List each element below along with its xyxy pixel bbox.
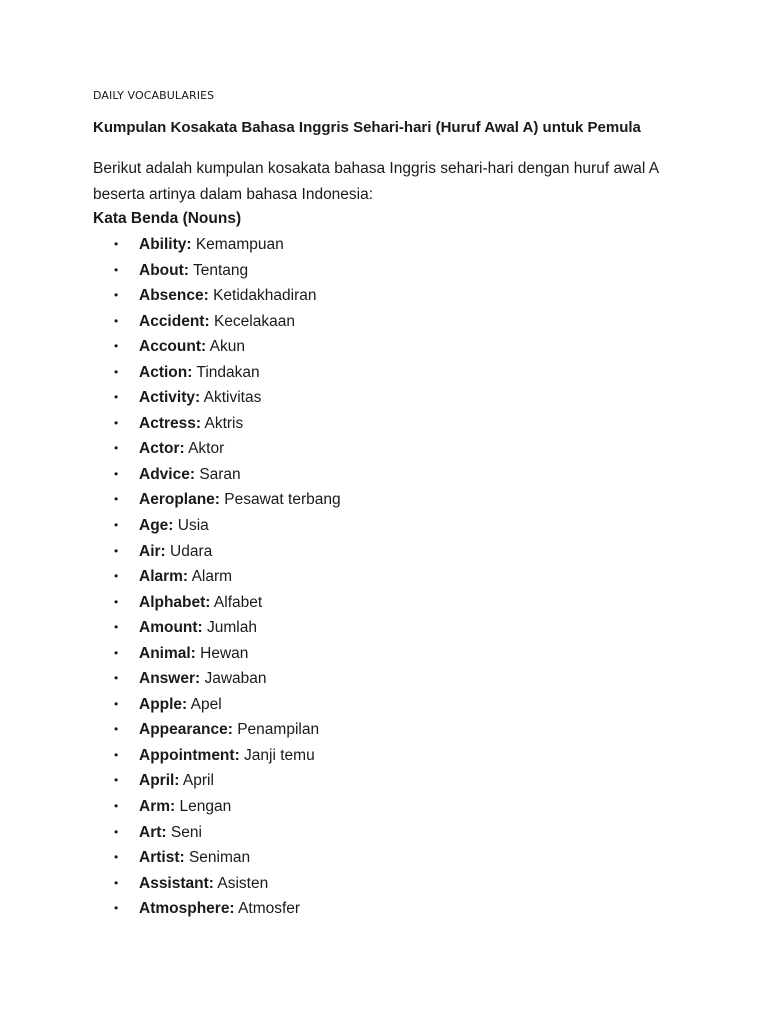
vocab-meaning: Asisten <box>217 874 269 892</box>
vocab-term: About: <box>139 261 189 279</box>
vocab-term: Artist: <box>139 849 185 867</box>
vocab-meaning: Tentang <box>192 261 249 279</box>
vocab-term: Activity: <box>139 389 201 407</box>
vocab-meaning: Usia <box>177 517 209 535</box>
vocab-meaning: Seni <box>170 823 202 841</box>
list-item <box>93 590 341 616</box>
intro-paragraph: Berikut adalah kumpulan kosakata bahasa Inggris sehari-hari dengan huruf awal A beserta artinya dalam bahasa Indonesia: <box>93 160 659 203</box>
vocab-term: Action: <box>139 363 193 381</box>
vocab-term: Actor: <box>139 440 185 458</box>
vocab-meaning: Penampilan <box>237 721 320 739</box>
vocab-term: Apple: <box>139 695 188 713</box>
list-item <box>93 692 341 718</box>
document-title: Kumpulan Kosakata Bahasa Inggris Sehari-hari (Huruf Awal A) untuk Pemula <box>93 119 641 136</box>
vocabulary-list <box>93 232 341 922</box>
vocab-meaning: Jawaban <box>204 670 267 688</box>
vocab-meaning: Kecelakaan <box>213 312 295 330</box>
list-item <box>93 258 341 284</box>
bullet-icon: • <box>114 364 119 379</box>
list-item <box>93 743 341 769</box>
bullet-icon: • <box>114 645 119 660</box>
bullet-icon: • <box>114 262 119 277</box>
bullet-icon: • <box>114 466 119 481</box>
vocab-meaning: Kemampuan <box>195 236 284 253</box>
vocab-term: Art: <box>139 823 167 841</box>
vocab-term: Absence: <box>139 287 209 305</box>
list-item <box>93 436 341 462</box>
bullet-icon: • <box>114 288 119 303</box>
list-item <box>93 820 341 846</box>
list-item <box>93 717 341 743</box>
vocab-meaning: Hewan <box>200 644 249 662</box>
bullet-icon: • <box>114 415 119 430</box>
bullet-icon: • <box>114 518 119 533</box>
vocab-term: Arm: <box>139 798 176 816</box>
vocab-meaning: Tindakan <box>196 363 260 381</box>
vocab-meaning: Janji temu <box>244 746 315 764</box>
list-item <box>93 641 341 667</box>
vocab-meaning: Jumlah <box>207 619 257 637</box>
bullet-icon: • <box>114 620 119 635</box>
vocab-term: Ability: <box>139 236 192 253</box>
vocab-meaning: Apel <box>190 695 222 713</box>
vocab-term: Air: <box>139 542 166 560</box>
vocab-term: Alarm: <box>139 568 189 586</box>
bullet-icon: • <box>114 569 119 584</box>
vocab-term: Appointment: <box>139 746 240 764</box>
vocab-term: Atmosphere: <box>139 900 235 918</box>
bullet-icon: • <box>114 747 119 762</box>
list-item <box>93 360 341 386</box>
list-item <box>93 666 341 692</box>
list-item <box>93 385 341 411</box>
vocab-meaning: Alarm <box>191 568 233 586</box>
bullet-icon: • <box>114 799 119 814</box>
list-item <box>93 232 341 258</box>
bullet-icon: • <box>114 313 119 328</box>
vocab-term: Account: <box>139 338 207 356</box>
list-item <box>93 845 341 871</box>
vocab-term: Alphabet: <box>139 593 211 611</box>
header-label: DAILY VOCABULARIES <box>93 89 215 102</box>
bullet-icon: • <box>114 824 119 839</box>
vocab-term: Aeroplane: <box>139 491 220 509</box>
list-item <box>93 334 341 360</box>
vocab-meaning: Saran <box>199 465 241 483</box>
list-item <box>93 896 341 922</box>
vocab-term: Age: <box>139 517 174 535</box>
bullet-icon: • <box>114 773 119 788</box>
list-item <box>93 513 341 539</box>
list-item <box>93 871 341 897</box>
bullet-icon: • <box>114 850 119 865</box>
vocab-meaning: April <box>182 772 214 790</box>
vocab-meaning: Alfabet <box>213 593 263 611</box>
bullet-icon: • <box>114 237 119 251</box>
list-item <box>93 462 341 488</box>
bullet-icon: • <box>114 594 119 609</box>
vocab-meaning: Pesawat terbang <box>224 491 341 509</box>
bullet-icon: • <box>114 901 119 916</box>
bullet-icon: • <box>114 696 119 711</box>
vocab-term: Appearance: <box>139 721 233 739</box>
list-item <box>93 283 341 309</box>
bullet-icon: • <box>114 543 119 558</box>
bullet-icon: • <box>114 339 119 354</box>
vocab-meaning: Akun <box>209 338 245 356</box>
list-item <box>93 411 341 437</box>
bullet-icon: • <box>114 390 119 405</box>
bullet-icon: • <box>114 722 119 737</box>
vocab-term: Accident: <box>139 312 210 330</box>
vocab-term: Answer: <box>139 670 201 688</box>
bullet-icon: • <box>114 671 119 686</box>
vocab-meaning: Ketidakhadiran <box>213 287 317 305</box>
vocab-term: Actress: <box>139 414 202 432</box>
vocab-term: Amount: <box>139 619 203 637</box>
section-heading: Kata Benda (Nouns) <box>93 210 242 227</box>
list-item <box>93 768 341 794</box>
vocab-meaning: Udara <box>170 542 213 560</box>
list-item <box>93 564 341 590</box>
vocab-meaning: Atmosfer <box>238 900 301 918</box>
list-item <box>93 539 341 565</box>
vocab-meaning: Lengan <box>179 798 232 816</box>
bullet-icon: • <box>114 492 119 507</box>
list-item <box>93 309 341 335</box>
vocab-meaning: Aktivitas <box>203 389 262 407</box>
list-item <box>93 794 341 820</box>
bullet-icon: • <box>114 441 119 456</box>
vocab-meaning: Aktor <box>188 440 225 458</box>
vocab-meaning: Seniman <box>188 849 251 867</box>
vocab-term: Advice: <box>139 465 195 483</box>
list-item <box>93 487 341 513</box>
vocab-meaning: Aktris <box>204 414 244 432</box>
list-item <box>93 615 341 641</box>
vocab-term: Animal: <box>139 644 196 662</box>
vocab-term: April: <box>139 772 180 790</box>
vocab-term: Assistant: <box>139 874 214 892</box>
bullet-icon: • <box>114 875 119 890</box>
